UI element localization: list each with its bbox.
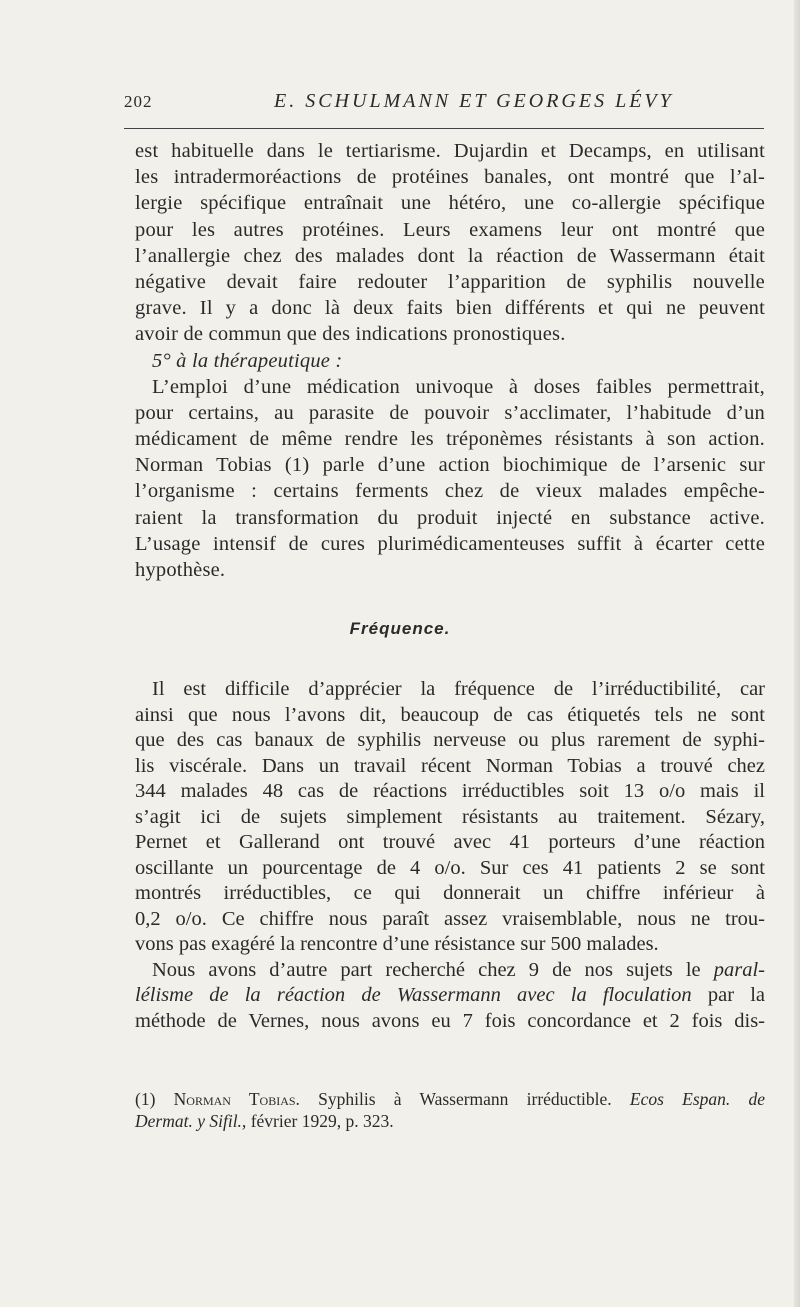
text-line: oscillante un pourcentage de 4 o/o. Sur ces 41 patients 2 se sont [135, 856, 765, 879]
text-line: médicament de même rendre les tréponèmes résistants à son action. [135, 428, 765, 451]
text-line: pour certains, au parasite de pouvoir s’acclimater, l’habitude d’un [135, 401, 765, 424]
page-edge-shadow [794, 0, 800, 1307]
italic-span: paral- [713, 958, 765, 981]
running-head [124, 90, 764, 118]
text-line: pour les autres protéines. Leurs examens leur ont montré que [135, 218, 765, 241]
text-line: méthode de Vernes, nous avons eu 7 fois concordance et 2 fois dis- [135, 1009, 765, 1032]
page-number: 202 [124, 92, 153, 111]
running-title: E. SCHULMANN ET GEORGES LÉVY [274, 90, 674, 112]
italic-span: lélisme de la réaction de Wassermann avec la floculation [135, 984, 692, 1006]
text-line: hypothèse. [135, 559, 226, 581]
text-line: que des cas banaux de syphilis nerveuse ou plus rarement de syphi- [135, 729, 765, 751]
text-line: L’usage intensif de cures plurimédicamenteuses suffit à écarter cette [135, 532, 765, 555]
subsection-label: 5° à la thérapeutique : [152, 349, 343, 372]
footnote-journal: Dermat. y Sifil., [135, 1111, 247, 1131]
text-line: négative devait faire redouter l’apparition de syphilis nouvelle [135, 270, 765, 293]
text-line: L’emploi d’une médication univoque à doses faibles permettrait, [152, 375, 765, 398]
text-line: ainsi que nous l’avons dit, beaucoup de cas étiquetés tels ne sont [135, 703, 765, 726]
text-line: Il est difficile d’apprécier la fréquence de l’irréductibilité, car [152, 678, 765, 700]
text-span: par la [707, 984, 765, 1006]
footnote [135, 1088, 765, 1132]
text-line: avoir de commun que des indications pronostiques. [135, 323, 566, 346]
text-line: l’anallergie chez des malades dont la réaction de Wassermann était [135, 244, 765, 267]
text-line: vons pas exagéré la rencontre d’une résistance sur 500 malades. [135, 933, 659, 955]
text-line: montrés irréductibles, ce qui donnerait un chiffre inférieur à [135, 882, 765, 904]
text-line: l’organisme : certains ferments chez de vieux malades empêche- [135, 480, 765, 503]
text-line: s’agit ici de sujets simplement résistants au traitement. Sézary, [135, 805, 765, 828]
text-line [135, 958, 765, 984]
footnote-line [135, 1110, 765, 1132]
text-line: lergie spécifique entraînait une hétéro, une co-allergie spécifique [135, 192, 765, 215]
footnote-date: février 1929, p. 323. [250, 1111, 394, 1131]
text-line: les intradermoréactions de protéines banales, ont montré que l’al- [135, 166, 765, 189]
header-rule [124, 128, 764, 129]
text-line: Norman Tobias (1) parle d’une action biochimique de l’arsenic sur [135, 454, 765, 477]
footnote-journal: Ecos Espan. de [629, 1089, 766, 1109]
text-line: lis viscérale. Dans un travail récent Norman Tobias a trouvé chez [135, 754, 765, 777]
body-text-lower [135, 677, 765, 1034]
text-line: grave. Il y a donc là deux faits bien différents et qui ne peuvent [135, 297, 765, 320]
section-heading: Fréquence. [349, 619, 451, 638]
footnote-title: Syphilis à Wassermann irréductible. [318, 1089, 612, 1109]
text-line: 344 malades 48 cas de réactions irréductibles soit 13 o/o mais il [135, 780, 765, 802]
body-text-upper [135, 138, 765, 583]
text-line: Pernet et Gallerand ont trouvé avec 41 porteurs d’une réaction [135, 831, 765, 853]
text-span: Nous avons d’autre part recherché chez 9 de nos sujets le [152, 958, 701, 981]
text-line: raient la transformation du produit injecté en substance active. [135, 506, 765, 529]
text-line: est habituelle dans le tertiarisme. Dujardin et Decamps, en utilisant [135, 140, 765, 162]
footnote-line [135, 1088, 765, 1110]
text-line [135, 983, 765, 1009]
text-line: 0,2 o/o. Ce chiffre nous paraît assez vraisemblable, nous ne trou- [135, 907, 765, 930]
footnote-marker: (1) [135, 1089, 156, 1109]
footnote-author: Norman Tobias. [173, 1089, 300, 1109]
